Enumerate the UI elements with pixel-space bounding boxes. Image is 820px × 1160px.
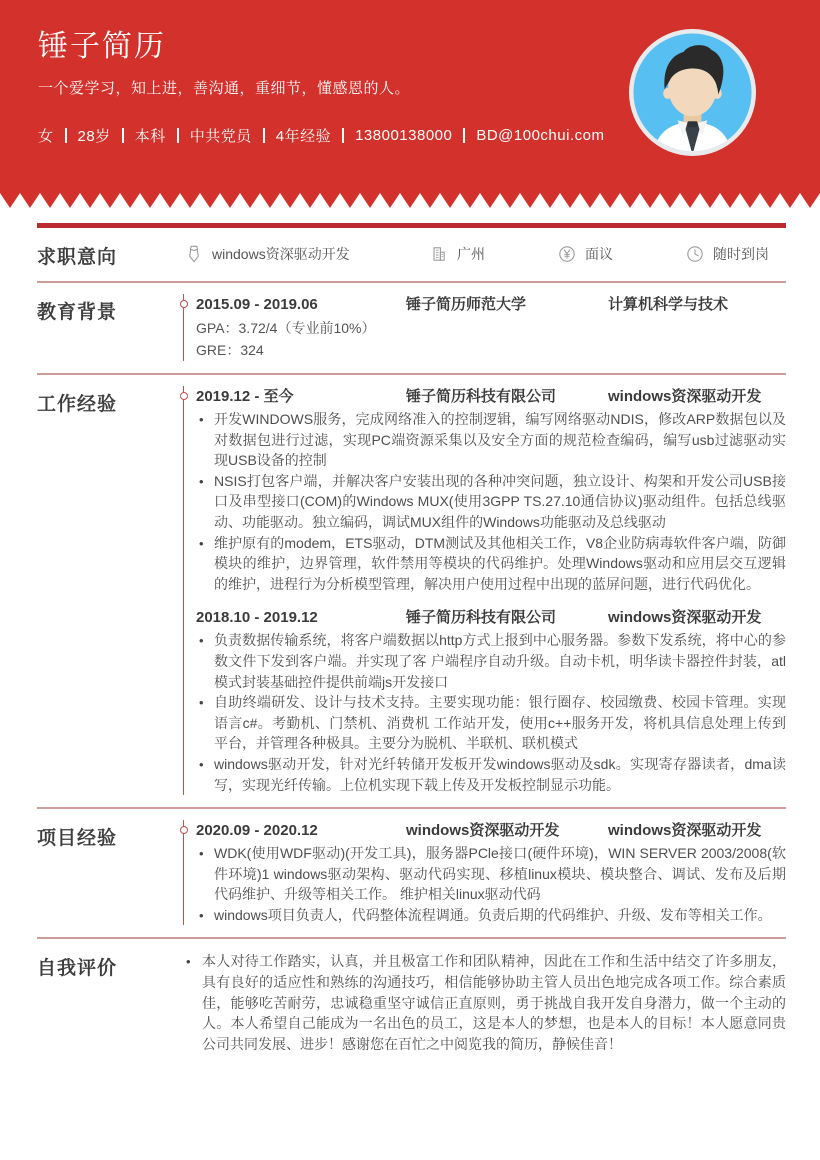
- salary-icon: [558, 245, 576, 263]
- info-separator: [122, 128, 124, 143]
- info-phone: 13800138000: [355, 127, 453, 144]
- entry-role: windows资深驱动开发: [608, 822, 762, 840]
- bullet-item: • 负责数据传输系统，将客户端数据以http方式上报到中心服务器。参数下发系统，将中心的参数文件下发到客户端。并实现了客 户端程序自动升级。自动卡机，明华读卡器控件封装，atl模式封装基础控件提供前端js开发接口: [196, 630, 786, 692]
- personal-info-bar: [38, 125, 604, 146]
- job-intention-row: [183, 239, 786, 267]
- intent-city-label: 广州: [457, 246, 485, 262]
- entry-major: 计算机科学与技术: [608, 296, 729, 313]
- gre-line: GRE：324: [196, 342, 264, 358]
- entry-period: 2015.09 - 2019.06: [196, 296, 318, 313]
- section-title-self-evaluation: 自我评价: [37, 958, 118, 980]
- bullet-item: • 维护原有的modem，ETS驱动，DTM测试及其他相关工作，V8企业防病毒软件客户端，防御模块的维护，边界管理，软件禁用等模块的代码维护。处理Windows驱动和应用层交互逻辑的维护，进程行为分析模型管理，解决用户使用过程中出现的蓝屏问题，进行代码优化。: [196, 533, 786, 595]
- section-title-projects: 项目经验: [37, 828, 118, 850]
- entry-period: 2018.10 - 2019.12: [196, 609, 318, 627]
- zigzag-border: [0, 193, 820, 208]
- intent-availability-label: 随时到岗: [713, 246, 769, 262]
- entry-position: windows资深驱动开发: [608, 609, 762, 627]
- header: [0, 0, 820, 193]
- projects-timeline: [183, 820, 786, 925]
- entry-period: 2020.09 - 2020.12: [196, 822, 318, 840]
- avatar-illustration: [628, 28, 757, 157]
- project-entry: [196, 820, 786, 925]
- entry-project: windows资深驱动开发: [406, 822, 560, 840]
- work-entry: [196, 386, 786, 594]
- resume-body: [37, 223, 786, 1066]
- intent-city: [430, 244, 558, 264]
- info-separator: [342, 128, 344, 143]
- entry-company: 锤子简历科技有限公司: [406, 609, 557, 627]
- resume-name: 锤子简历: [38, 30, 166, 63]
- section-job-intention: [37, 223, 786, 281]
- bullet-item: • WDK(使用WDF驱动)(开发工具)，服务器PCle接口(硬件环境)，WIN SERVER 2003/2008(软件环境)1 windows驱动架构、驱动代码实现、移植linux模块、模块整合、调试、发布及后期代码维护、升级等相关工作。 维护相关linux驱动代码: [196, 843, 786, 905]
- section-self-evaluation: [37, 937, 786, 1066]
- bullet-item: • windows项目负责人，代码整体流程调通。负责后期的代码维护、升级、发布等相关工作。: [196, 905, 786, 926]
- section-work-experience: [37, 373, 786, 807]
- info-degree: 本科: [134, 128, 166, 145]
- info-experience: 4年经验: [275, 128, 332, 145]
- intent-salary: [558, 244, 686, 264]
- work-entry: [196, 607, 786, 795]
- section-title-work: 工作经验: [37, 394, 118, 415]
- info-political-status: 中共党员: [189, 128, 252, 145]
- section-title-education: 教育背景: [37, 302, 118, 323]
- building-icon: [430, 245, 448, 263]
- clock-icon: [686, 245, 704, 263]
- section-projects: [37, 807, 786, 937]
- resume-tagline: 一个爱学习，知上进，善沟通，重细节，懂感恩的人。: [38, 80, 411, 97]
- self-evaluation-text: • 本人对待工作踏实，认真，并且极富工作和团队精神，因此在工作和生活中结交了许多朋友，具有良好的适应性和熟练的沟通技巧，相信能够协助主管人员出色地完成各项工作。综合素质佳，能够吃苦耐劳，忠诚稳重坚守诚信正直原则，勇于挑战自我开发自身潜力，做一个主动的人。本人希望自己能成为一名出色的员工，这是本人的梦想，也是本人的目标！本人愿意同贵公司共同发展、进步！感谢您在百忙之中阅览我的简历，静候佳音！: [185, 951, 786, 1054]
- entry-period: 2019.12 - 至今: [196, 388, 294, 405]
- education-entry: [196, 294, 786, 361]
- avatar: [628, 28, 757, 157]
- section-title-job-intention: 求职意向: [37, 247, 118, 268]
- header-text: [38, 30, 604, 146]
- work-timeline: [183, 386, 786, 795]
- info-gender: 女: [38, 128, 54, 145]
- education-timeline: [183, 294, 786, 361]
- info-separator: [263, 128, 265, 143]
- section-education: [37, 281, 786, 373]
- gpa-line: GPA：3.72/4（专业前10%）: [196, 320, 376, 336]
- info-age: 28岁: [77, 128, 111, 145]
- bullet-item: • windows驱动开发，针对光纤转储开发板开发windows驱动及sdk。实现寄存器读者，dma读写，实现光纤传输。上位机实现下载上传及开发板控制显示功能。: [196, 754, 786, 795]
- info-separator: [65, 128, 67, 143]
- info-separator: [177, 128, 179, 143]
- intent-position: [185, 244, 430, 264]
- bullet-item: • 自助终端研发、设计与技术支持。主要实现功能：银行圈存、校园缴费、校园卡管理。实现语言c#。考勤机、门禁机、消费机 工作站开发，使用c++服务开发，将机具信息处理上传到平台，并管理各种极具。主要分为脱机、半联机、联机模式: [196, 692, 786, 754]
- info-email: BD@100chui.com: [476, 127, 605, 144]
- entry-company: 锤子简历科技有限公司: [406, 388, 557, 405]
- intent-salary-label: 面议: [585, 246, 613, 262]
- intent-availability: [686, 244, 769, 264]
- entry-school: 锤子简历师范大学: [406, 296, 527, 313]
- bullet-item: • 开发WINDOWS服务，完成网络准入的控制逻辑，编写网络驱动NDIS，修改ARP数据包以及对数据包进行过滤，实现PC端资源采集以及安全方面的规范检查编码，编写usb过滤驱动实现USB设备的控制: [196, 409, 786, 471]
- info-separator: [463, 128, 465, 143]
- tie-icon: [185, 245, 203, 263]
- bullet-item: • NSIS打包客户端，并解决客户安装出现的各种冲突问题，独立设计、构架和开发公司USB接口及串型接口(COM)的Windows MUX(使用3GPP TS.27.10通信协议)驱动组件。包括总线驱动、功能驱动。独立编码，调试MUX组件的Windows功能驱动及总线驱动: [196, 471, 786, 533]
- entry-position: windows资深驱动开发: [608, 388, 762, 405]
- intent-position-label: windows资深驱动开发: [212, 246, 350, 262]
